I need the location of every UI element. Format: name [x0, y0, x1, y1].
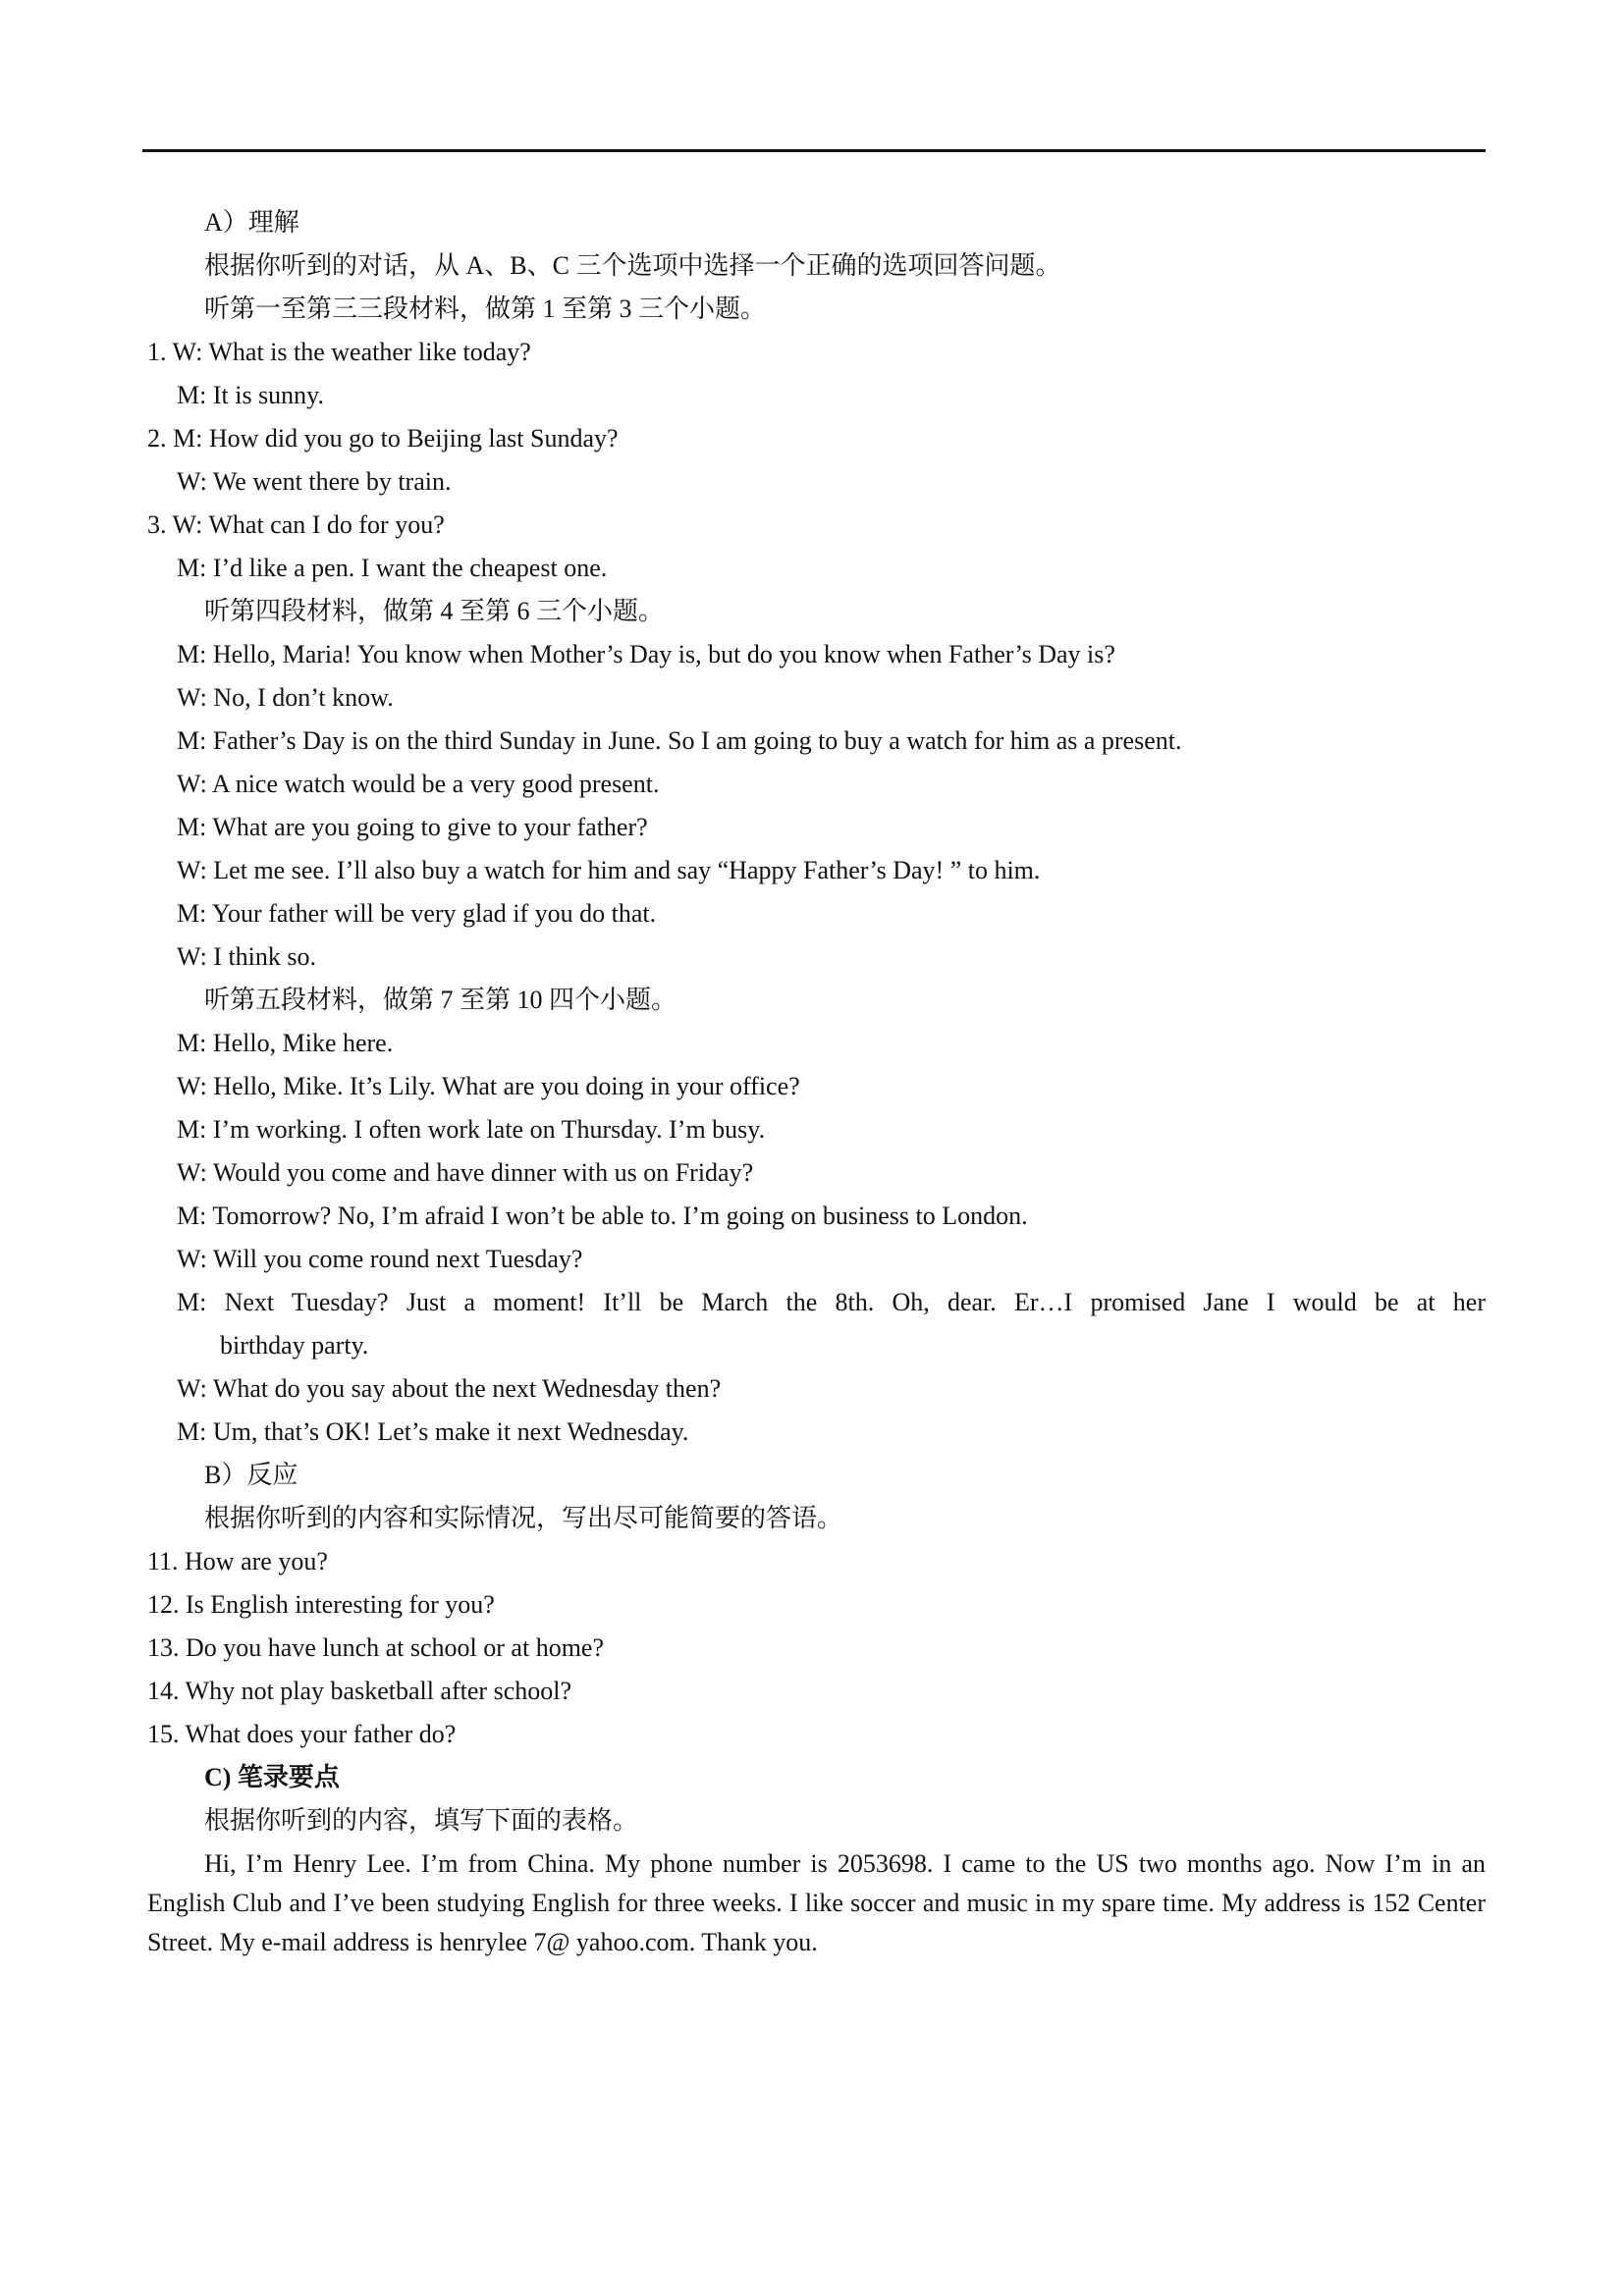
- dialog-3-answer: M: I’d like a pen. I want the cheapest one.: [177, 554, 608, 582]
- question-14: 14. Why not play basketball after school?: [147, 1677, 572, 1705]
- section-b-heading: B）反应: [204, 1461, 298, 1489]
- section-a-instruction: 根据你听到的对话，从 A、B、C 三个选项中选择一个正确的选项回答问题。: [204, 251, 1061, 280]
- passage-text: Hi, I’m Henry Lee. I’m from China. My phone number is 2053698. I came to the US two months ago. Now I’m in an English Club and I’ve been studying English for three weeks. I like soccer and music in my spare time. My address is 152 Center Street. My e-mail address is henrylee 7@ yahoo.com. Thank you.: [147, 1849, 1486, 1956]
- dialog-2-answer: W: We went there by train.: [177, 467, 452, 496]
- part2-line: M: Father’s Day is on the third Sunday in June. So I am going to buy a watch for him as a present.: [177, 726, 1182, 755]
- document-page: [147, 201, 1486, 1962]
- part1-note: 听第一至第三三段材料，做第 1 至第 3 三个小题。: [204, 294, 767, 323]
- question-12: 12. Is English interesting for you?: [147, 1590, 495, 1619]
- part3-line: W: Will you come round next Tuesday?: [177, 1245, 583, 1273]
- dialog-1-question: 1. W: What is the weather like today?: [147, 338, 531, 366]
- question-15: 15. What does your father do?: [147, 1720, 457, 1748]
- dialog-3-question: 3. W: What can I do for you?: [147, 510, 445, 539]
- part3-line: W: Would you come and have dinner with us on Friday?: [177, 1158, 754, 1187]
- part3-line: W: Hello, Mike. It’s Lily. What are you doing in your office?: [177, 1072, 800, 1100]
- part3-line: M: I’m working. I often work late on Thursday. I’m busy.: [177, 1115, 766, 1144]
- part2-note: 听第四段材料，做第 4 至第 6 三个小题。: [204, 597, 665, 625]
- part3-line: M: Tomorrow? No, I’m afraid I won’t be able to. I’m going on business to London.: [177, 1201, 1028, 1230]
- dialog-2-question: 2. M: How did you go to Beijing last Sunday?: [147, 424, 619, 453]
- part3-note: 听第五段材料，做第 7 至第 10 四个小题。: [204, 986, 677, 1014]
- section-c-instruction: 根据你听到的内容，填写下面的表格。: [204, 1806, 639, 1835]
- part2-line: W: A nice watch would be a very good present.: [177, 770, 660, 798]
- part2-line: W: No, I don’t know.: [177, 683, 394, 712]
- part3-long-line-cont: birthday party.: [220, 1331, 369, 1360]
- section-a-heading: A）理解: [204, 208, 299, 237]
- part2-line: M: Hello, Maria! You know when Mother’s Day is, but do you know when Father’s Day is?: [177, 640, 1115, 668]
- question-11: 11. How are you?: [147, 1547, 328, 1575]
- part3-long-line: M: Next Tuesday? Just a moment! It’ll be March the 8th. Oh, dear. Er…I promised Jane I would be at her: [177, 1288, 1486, 1316]
- part2-line: W: Let me see. I’ll also buy a watch for him and say “Happy Father’s Day! ” to him.: [177, 856, 1041, 884]
- part3-line: M: Hello, Mike here.: [177, 1029, 394, 1057]
- part3-line: W: What do you say about the next Wednesday then?: [177, 1374, 722, 1403]
- part2-line: W: I think so.: [177, 942, 317, 971]
- dialog-1-answer: M: It is sunny.: [177, 381, 324, 409]
- part3-line: M: Um, that’s OK! Let’s make it next Wednesday.: [177, 1417, 689, 1446]
- part2-line: M: What are you going to give to your father?: [177, 813, 648, 841]
- section-c-passage: [147, 1844, 1486, 1962]
- part2-line: M: Your father will be very glad if you do that.: [177, 899, 657, 928]
- header-rule: [142, 149, 1486, 152]
- question-13: 13. Do you have lunch at school or at home?: [147, 1633, 604, 1662]
- section-b-instruction: 根据你听到的内容和实际情况，写出尽可能简要的答语。: [204, 1504, 843, 1532]
- section-c-heading: C) 笔录要点: [204, 1763, 340, 1791]
